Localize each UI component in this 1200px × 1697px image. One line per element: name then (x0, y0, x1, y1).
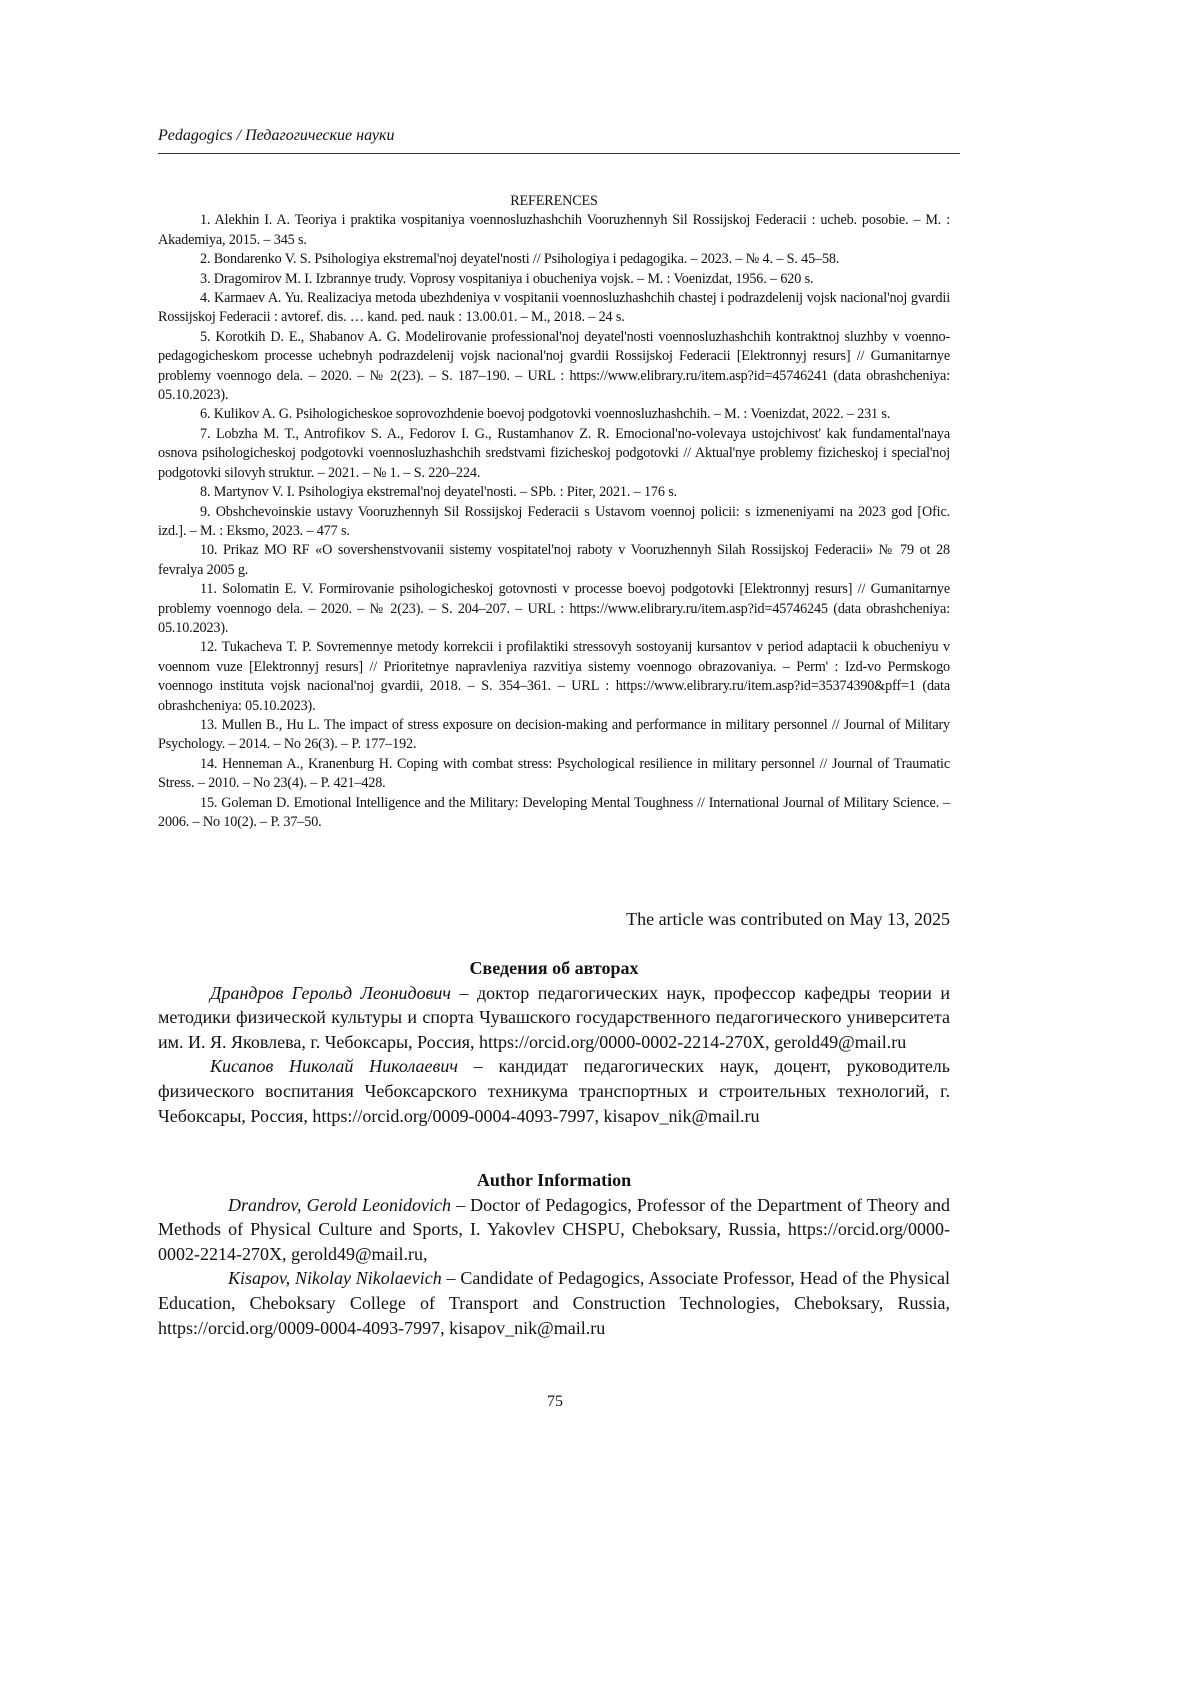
reference-item: 13. Mullen B., Hu L. The impact of stress exposure on decision-making and performance in military personnel // Journal of Military Psychology. – 2014. – No 26(3). – P. 177–192. (158, 716, 950, 753)
reference-item: 5. Korotkih D. E., Shabanov A. G. Modelirovanie professional'noj deyatel'nosti voennosluzhashchih kontraktnoj sluzhby v voenno-pedagogicheskom processe uchebnyh podrazdelenij vojsk nacional'noj gvardii Rossijskoj Federacii [Elektronnyj resurs] // Gumanitarnye problemy voennogo dela. – 2020. – № 2(23). – S. 187–190. – URL : https://www.elibrary.ru/item.asp?id=45746241 (data obrashcheniya: 05.10.2023). (158, 328, 950, 404)
page-number: 75 (547, 1393, 563, 1410)
reference-item: 9. Obshchevoinskie ustavy Vooruzhennyh Sil Rossijskoj Federacii s Ustavom voennoj policii: s izmeneniyami na 2023 god [Ofic. izd.]. – M. : Eksmo, 2023. – 477 s. (158, 503, 950, 539)
author-name: Драндров Герольд Леонидович (210, 982, 452, 1003)
author-details: – Candidate of Pedagogics, Associate Professor, Head of the Physical Education, Cheboksary College of Transport and Construction Technologies, Cheboksary, Russia, https://orcid.org/0009-0004-4093-7997, kisapov_nik@mail.ru (158, 1268, 950, 1338)
reference-item: 1. Alekhin I. A. Teoriya i praktika vospitaniya voennosluzhashchih Vooruzhennyh Sil Rossijskoj Federacii : ucheb. posobie. – M. : Akademiya, 2015. – 345 s. (158, 212, 950, 248)
author-details: – Doctor of Pedagogics, Professor of the Department of Theory and Methods of Physical Culture and Sports, I. Yakovlev CHSPU, Cheboksary, Russia, https://orcid.org/0000-0002-2214-270X, gerold49@mail.ru, (158, 1194, 950, 1264)
author-details: – доктор педагогических наук, профессор кафедры теории и методики физической культуры и спорта Чувашского государственного педагогического университета им. И. Я. Яковлева, г. Чебоксары, Россия, https://orcid.org/0000-0002-2214-270X, gerold49@mail.ru (158, 982, 950, 1052)
reference-item: 2. Bondarenko V. S. Psihologiya ekstremal'noj deyatel'nosti // Psihologiya i pedagogika. – 2023. – № 4. – S. 45–58. (200, 251, 840, 268)
authors-ru-heading: Сведения об авторах (469, 958, 639, 978)
author-name: Кисапов Николай Николаевич (210, 1056, 458, 1077)
reference-item: 8. Martynov V. I. Psihologiya ekstremal'noj deyatel'nosti. – SPb. : Piter, 2021. – 176 s. (200, 484, 677, 501)
author-ru-1 (158, 981, 950, 1055)
reference-item: 11. Solomatin E. V. Formirovanie psihologicheskoj gotovnosti v processe boevoj podgotovki [Elektronnyj resurs] // Gumanitarnye problemy voennogo dela. – 2020. – № 2(23). – S. 204–207. – URL : https://www.elibrary.ru/item.asp?id=45746245 (data obrashcheniya: 05.10.2023). (158, 581, 950, 636)
author-details: – кандидат педагогических наук, доцент, руководитель физического воспитания Чебоксарского техникума транспортных и строительных технологий, г. Чебоксары, Россия, https://orcid.org/0009-0004-4093-7997, kisapov_nik@mail.ru (158, 1056, 950, 1126)
author-en-2 (158, 1266, 950, 1340)
reference-item: 15. Goleman D. Emotional Intelligence and the Military: Developing Mental Toughness // International Journal of Military Science. – 2006. – No 10(2). – P. 37–50. (158, 794, 950, 830)
reference-item: 10. Prikaz MO RF «O sovershenstvovanii sistemy vospitatel'noj raboty v Vooruzhennyh Silah Rossijskoj Federacii» № 79 ot 28 fevralya 2005 g. (158, 542, 950, 578)
reference-item: 12. Tukacheva T. P. Sovremennye metody korrekcii i profilaktiki stressovyh sostoyanij kursantov v period adaptacii k obucheniyu v voennom vuze [Elektronnyj resurs] // Prioritetnye napravleniya razvitiya sistemy voennogo obrazovaniya. – Perm' : Izd-vo Permskogo voennogo instituta vojsk nacional'noj gvardii, 2018. – S. 354–361. – URL : https://www.elibrary.ru/item.asp?id=35374390&pff=1 (data obrashcheniya: 05.10.2023). (158, 639, 950, 714)
references-heading: REFERENCES (510, 193, 598, 209)
references-section (158, 192, 950, 832)
authors-ru-section (158, 956, 950, 1128)
reference-item: 3. Dragomirov M. I. Izbrannye trudy. Voprosy vospitaniya i obucheniya vojsk. – M. : Voenizdat, 1956. – 620 s. (200, 270, 814, 287)
author-name: Drandrov, Gerold Leonidovich (228, 1194, 451, 1215)
reference-item: 7. Lobzha M. T., Antrofikov S. A., Fedorov I. G., Rustamhanov Z. R. Emocional'no-volevaya ustojchivost' kak fundamental'naya osnova psihologicheskoj podgotovki voennosluzhashchih sredstvami fizicheskoj podgotovki // Aktual'nye problemy fizicheskoj i special'noj podgotovki silovyh struktur. – 2021. – № 1. – S. 220–224. (158, 425, 950, 481)
reference-item: 14. Henneman A., Kranenburg H. Coping with combat stress: Psychological resilience in military personnel // Journal of Traumatic Stress. – 2010. – No 23(4). – P. 421–428. (158, 755, 950, 792)
author-en-1 (158, 1193, 950, 1267)
contribution-date: The article was contributed on May 13, 2025 (626, 909, 950, 929)
authors-en-section (158, 1168, 950, 1340)
references-list (158, 211, 950, 832)
running-header: Pedagogics / Педагогические науки (158, 127, 960, 154)
reference-item: 6. Kulikov A. G. Psihologicheskoe soprovozhdenie boevoj podgotovki voennosluzhashchih. – M. : Voenizdat, 2022. – 231 s. (200, 406, 891, 423)
reference-item: 4. Karmaev A. Yu. Realizaciya metoda ubezhdeniya v vospitanii voennosluzhashchih chastej i podrazdelenij vojsk nacional'noj gvardii Rossijskoj Federacii : avtoref. dis. … kand. ped. nauk : 13.00.01. – M., 2018. – 24 s. (158, 290, 950, 326)
authors-en-heading: Author Information (476, 1170, 632, 1190)
author-name: Kisapov, Nikolay Nikolaevich (228, 1268, 442, 1289)
author-ru-2 (158, 1054, 950, 1128)
